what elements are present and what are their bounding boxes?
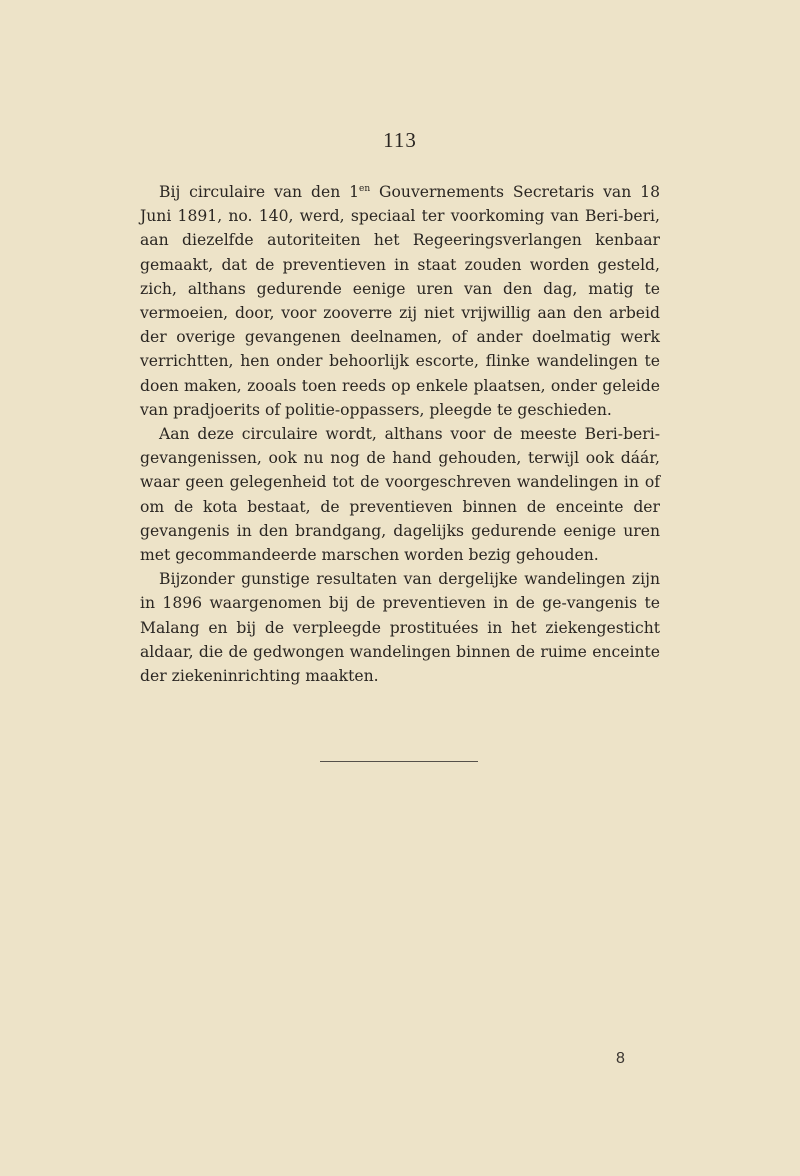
paragraph-3: Bijzonder gunstige resultaten van dergelijke wandelingen zijn in 1896 waargenomen bij de preventieven in de ge-vangenis te Malang en bij de verpleegde prostituées in het ziekengesticht aldaar, die de gedwongen wandelingen binnen de ruime enceinte der ziekeninrichting maakten. [140,570,660,686]
paragraph-1 [140,180,660,422]
paragraph-2: Aan deze circulaire wordt, althans voor de meeste Beri-beri-gevangenissen, ook nu nog de hand gehouden, terwijl ook dáár, waar geen gelegenheid tot de voorgeschreven wandelingen in of om de kota bestaat, de preventieven binnen de enceinte der gevangenis in den brandgang, dagelijks gedurende eenige uren met gecommandeerde marschen worden bezig gehouden. [140,425,660,565]
page-number: 113 [383,128,417,152]
section-divider [320,761,478,762]
paragraph-1-start: Bij circulaire van den 1 [159,183,360,201]
paragraph-1-rest: Gouvernements Secretaris van 18 Juni 1891, no. 140, werd, speciaal ter voorkoming van Beri-beri, aan diezelfde autoriteiten het Regeeringsverlangen kenbaar gemaakt, dat de preventieven in staat zouden worden gesteld, zich, althans gedurende eenige uren van den dag, matig te vermoeien, door, voor zooverre zij niet vrijwillig aan den arbeid der overige gevangenen deelnamen, of ander doelmatig werk verrichtten, hen onder behoorlijk escorte, flinke wandelingen te doen maken, zooals toen reeds op enkele plaatsen, onder geleide van pradjoerits of politie-oppassers, pleegde te geschieden. [140,183,660,419]
printer-signature-mark: 8 [616,1050,625,1067]
ordinal-superscript: en [359,184,371,194]
body-text [140,180,660,688]
